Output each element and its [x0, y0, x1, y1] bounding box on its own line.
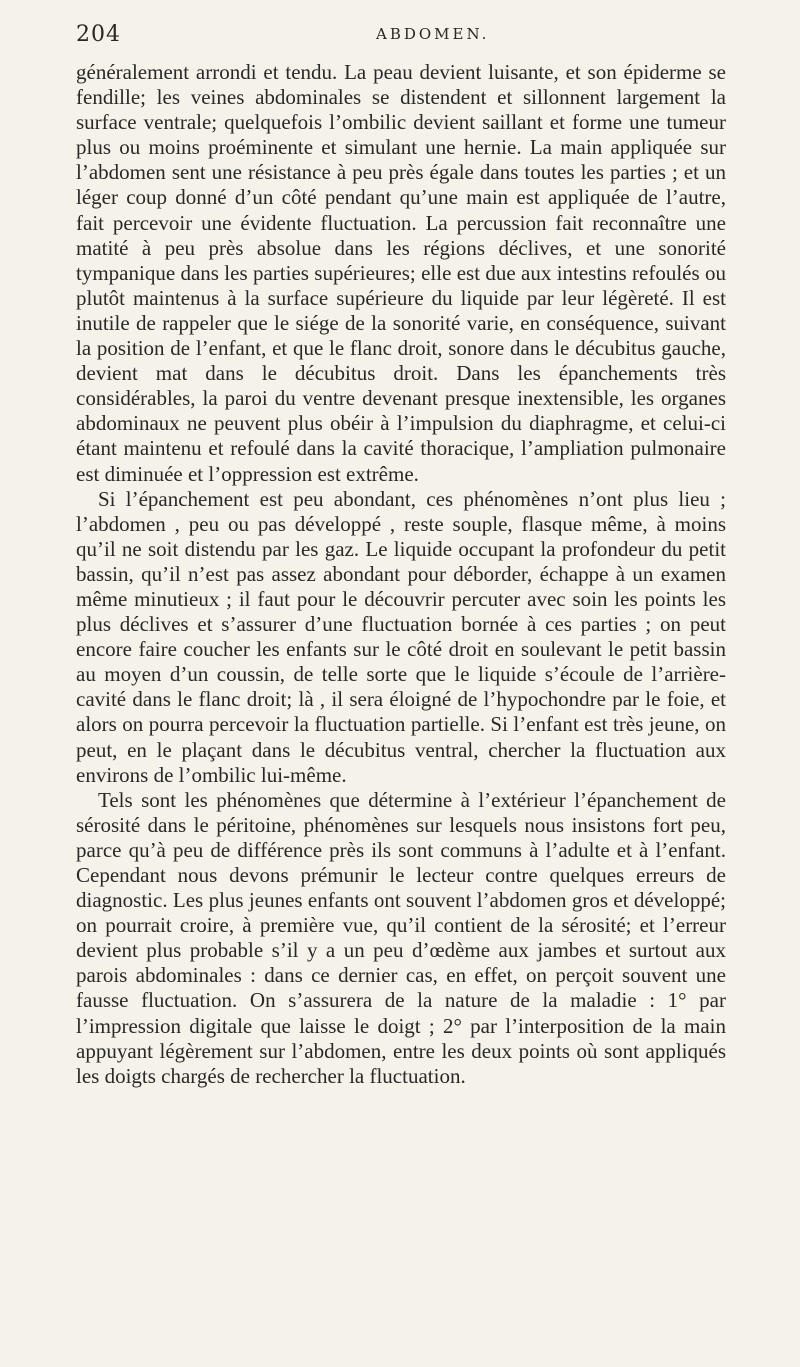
running-head — [76, 22, 726, 46]
paragraph: Tels sont les phénomènes que détermine à l’extérieur l’épanchement de sérosité dans le péritoine, phénomènes sur lesquels nous insistons fort peu, parce qu’à peu de différence près ils sont communs à l’adulte et à l’enfant. Cependant nous devons prémunir le lecteur contre quelques erreurs de diagnostic. Les plus jeunes enfants ont souvent l’abdomen gros et développé; on pourrait croire, à première vue, qu’il contient de la sérosité; et l’erreur devient plus probable s’il y a un peu d’œdème aux jambes et surtout aux parois abdominales : dans ce dernier cas, en effet, on perçoit souvent une fausse fluctuation. On s’assurera de la nature de la maladie : 1° par l’impression digitale que laisse le doigt ; 2° par l’interposition de la main appuyant légèrement sur l’abdomen, entre les deux points où sont appliqués les doigts chargés de rechercher la fluctuation. — [76, 787, 726, 1088]
page-number: 204 — [76, 22, 121, 47]
running-title: ABDOMEN. — [376, 25, 490, 43]
paragraph: généralement arrondi et tendu. La peau devient luisante, et son épiderme se fendille; les veines abdominales se distendent et sillonnent largement la surface ventrale; quelquefois l’ombilic devient saillant et forme une tumeur plus ou moins proéminente et simulant une hernie. La main appliquée sur l’abdomen sent une résistance à peu près égale dans toutes les parties ; et un léger coup donné d’un côté pendant qu’une main est appliquée de l’autre, fait percevoir une évidente fluctuation. La percussion fait reconnaître une matité à peu près absolue dans les régions déclives, et une sonorité tympanique dans les parties supérieures; elle est due aux intestins refoulés ou plutôt maintenus à la surface supérieure du liquide par leur légèreté. Il est inutile de rappeler que le siége de la sonorité varie, en conséquence, suivant la position de l’enfant, et que le flanc droit, sonore dans le décubitus gauche, devient mat dans le décubitus droit. Dans les épanchements très considérables, la paroi du ventre devenant presque inextensible, les organes abdominaux ne peuvent plus obéir à l’impulsion du diaphragme, et celui-ci étant maintenu et refoulé dans la cavité thoracique, l’ampliation pulmonaire est diminuée et l’oppression est extrême. — [76, 60, 726, 486]
body-text — [76, 60, 726, 1089]
paragraph: Si l’épanchement est peu abondant, ces phénomènes n’ont plus lieu ; l’abdomen , peu ou pas développé , reste souple, flasque même, à moins qu’il ne soit distendu par les gaz. Le liquide occupant la profondeur du petit bassin, qu’il n’est pas assez abondant pour déborder, échappe à un examen même minutieux ; il faut pour le découvrir percuter avec soin les points les plus déclives et s’assurer d’une fluctuation bornée à ces parties ; on peut encore faire coucher les enfants sur le côté droit en soulevant le petit bassin au moyen d’un coussin, de telle sorte que le liquide s’écoule de l’arrière-cavité dans le flanc droit; là , il sera éloigné de l’hypochondre par le foie, et alors on pourra percevoir la fluctuation partielle. Si l’enfant est très jeune, on peut, en le plaçant dans le décubitus ventral, chercher la fluctuation aux environs de l’ombilic lui-même. — [76, 486, 726, 787]
